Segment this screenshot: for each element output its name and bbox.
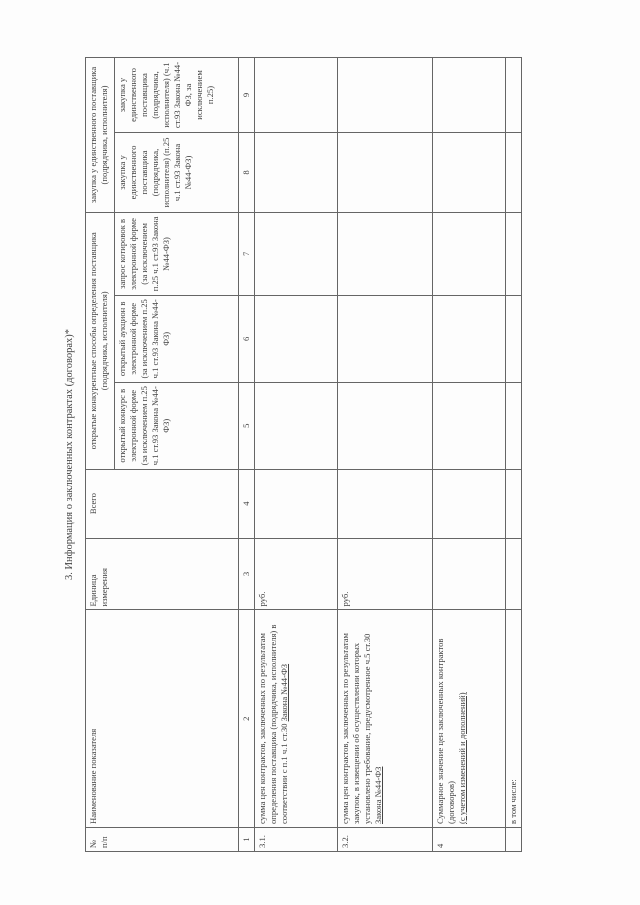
- rotated-sheet: [63, 57, 518, 852]
- column-number: 3: [239, 538, 255, 610]
- row-number: 3.1.: [255, 828, 338, 852]
- empty-cell: [506, 212, 522, 295]
- column-number-row: [239, 58, 255, 852]
- table-row: [255, 58, 338, 852]
- header-sub-5: открытый конкурс в электронной форме (за исключением п.25 ч.1 ст.93 Закона №44-ФЗ): [115, 382, 239, 469]
- row-unit: [433, 538, 506, 610]
- empty-cell: [433, 382, 506, 469]
- empty-cell: [338, 133, 433, 213]
- row-name-law: Закона №44-ФЗ: [373, 766, 383, 825]
- header-sub-7: запрос котировок в электронной форме (за исключением п.25 ч.1 ст.93 Закона №44-ФЗ): [115, 212, 239, 295]
- column-number: 1: [239, 828, 255, 852]
- row-name: в том числе:: [506, 610, 522, 828]
- row-unit: руб.: [255, 538, 338, 610]
- empty-cell: [338, 382, 433, 469]
- table-row: [338, 58, 433, 852]
- empty-cell: [255, 133, 338, 213]
- empty-cell: [433, 469, 506, 538]
- row-name: [255, 610, 338, 828]
- table-row: [433, 58, 506, 852]
- column-number: 2: [239, 610, 255, 828]
- column-number: 8: [239, 133, 255, 213]
- column-number: 9: [239, 58, 255, 133]
- header-name: Наименование показателя: [86, 610, 239, 828]
- column-number: 5: [239, 382, 255, 469]
- row-unit: руб.: [338, 538, 433, 610]
- row-name: [338, 610, 433, 828]
- empty-cell: [338, 295, 433, 382]
- empty-cell: [506, 295, 522, 382]
- empty-cell: [506, 382, 522, 469]
- row-name: [433, 610, 506, 828]
- section-heading: 3. Информация о заключенных контрактах (договорах)*: [64, 328, 75, 581]
- empty-cell: [255, 295, 338, 382]
- row-name-law: (с учетом изменений и дополнений): [457, 692, 467, 825]
- empty-cell: [506, 469, 522, 538]
- row-name-law: Закона №44-ФЗ: [279, 663, 289, 722]
- header-sub-8: закупка у единственного поставщика (подрядчика, исполнителя) (п.25 ч.1 ст.93 Закона №44-ФЗ): [115, 133, 239, 213]
- row-number: 3.2.: [338, 828, 433, 852]
- column-number: 6: [239, 295, 255, 382]
- header-sub-9: закупка у единственного поставщика (подрядчика, исполнителя) (ч.1 ст.93 Закона №44-ФЗ, за исключением п.25): [115, 58, 239, 133]
- row-number: [506, 828, 522, 852]
- empty-cell: [338, 58, 433, 133]
- contracts-table: [85, 57, 522, 852]
- empty-cell: [338, 469, 433, 538]
- header-group-competitive: открытые конкурентные способы определения поставщика (подрядчика, исполнителя): [86, 212, 115, 469]
- header-sub-6: открытый аукцион в электронной форме (за исключением п.25 ч.1 ст.93 Закона №44-ФЗ): [115, 295, 239, 382]
- empty-cell: [433, 212, 506, 295]
- column-number: 7: [239, 212, 255, 295]
- empty-cell: [338, 212, 433, 295]
- header-total: Всего: [86, 469, 239, 538]
- empty-cell: [506, 538, 522, 610]
- empty-cell: [255, 469, 338, 538]
- header-row-1: [86, 58, 115, 852]
- header-unit: Единица измерения: [86, 538, 239, 610]
- empty-cell: [255, 58, 338, 133]
- column-number: 4: [239, 469, 255, 538]
- empty-cell: [255, 382, 338, 469]
- row-name-text: сумма цен контрактов, заключенных по результатам определения поставщика (подрядчика, исполнителя) в соответствии с п.1 ч.1 ст.30: [257, 624, 289, 825]
- empty-cell: [433, 295, 506, 382]
- table-row: [506, 58, 522, 852]
- header-group-single: закупка у единственного поставщика (подрядчика, исполнителя): [86, 58, 115, 213]
- header-no: № п/п: [86, 828, 239, 852]
- empty-cell: [255, 212, 338, 295]
- row-number: 4: [433, 828, 506, 852]
- empty-cell: [506, 133, 522, 213]
- row-name-text: Суммарное значение цен заключенных контрактов (договоров): [435, 638, 456, 825]
- row-name-text: сумма цен контрактов, заключенных по результатам закупок, в извещении об осуществлении которых установлено требование, предусмотренное ч.5 ст.30: [340, 633, 372, 825]
- empty-cell: [506, 58, 522, 133]
- empty-cell: [433, 133, 506, 213]
- empty-cell: [433, 58, 506, 133]
